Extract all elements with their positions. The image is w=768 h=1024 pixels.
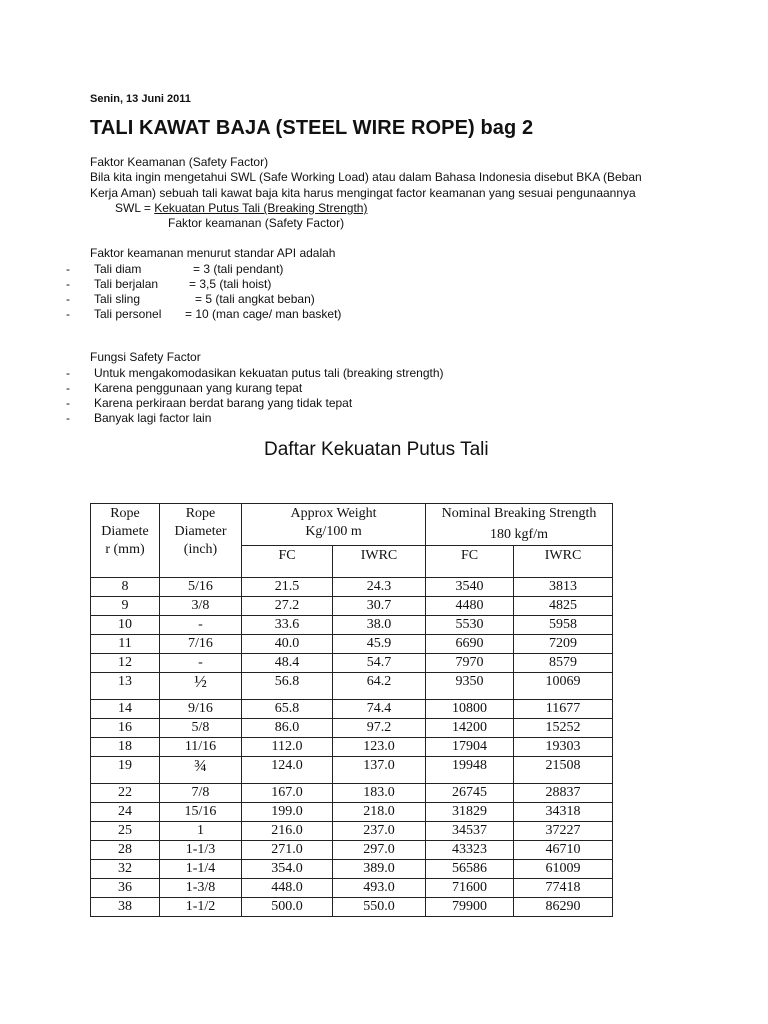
table-row	[91, 841, 613, 860]
cell-strength-iwrc: 8579	[514, 654, 613, 673]
cell-weight-fc: 124.0	[242, 757, 333, 784]
table-row	[91, 879, 613, 898]
cell-diameter-mm: 14	[91, 700, 160, 719]
cell-strength-fc: 71600	[426, 879, 514, 898]
table-row	[91, 784, 613, 803]
api-heading: Faktor keamanan menurut standar API adalah	[90, 246, 336, 260]
header-line: Diamete	[101, 524, 149, 539]
cell-weight-fc: 448.0	[242, 879, 333, 898]
cell-weight-iwrc: 218.0	[333, 803, 426, 822]
table-row	[91, 822, 613, 841]
api-item-name: Tali personel	[94, 307, 162, 321]
cell-diameter-inch: 3/8	[160, 597, 242, 616]
cell-diameter-mm: 28	[91, 841, 160, 860]
fungsi-item: Untuk mengakomodasikan kekuatan putus tali (breaking strength)	[94, 366, 444, 380]
cell-strength-iwrc: 3813	[514, 578, 613, 597]
list-dash: -	[66, 292, 70, 306]
cell-strength-iwrc: 10069	[514, 673, 613, 700]
cell-diameter-mm: 9	[91, 597, 160, 616]
header-line: Rope	[185, 506, 216, 521]
cell-strength-iwrc: 5958	[514, 616, 613, 635]
table-row	[91, 757, 613, 784]
intro-heading: Faktor Keamanan (Safety Factor)	[90, 155, 269, 169]
cell-strength-fc: 5530	[426, 616, 514, 635]
cell-strength-fc: 4480	[426, 597, 514, 616]
cell-weight-fc: 48.4	[242, 654, 333, 673]
cell-weight-iwrc: 24.3	[333, 578, 426, 597]
cell-weight-iwrc: 183.0	[333, 784, 426, 803]
swl-denominator: Faktor keamanan (Safety Factor)	[168, 216, 345, 230]
cell-weight-iwrc: 297.0	[333, 841, 426, 860]
intro-line-1: Bila kita ingin mengetahui SWL (Safe Working Load) atau dalam Bahasa Indonesia disebut BKA (Beban	[90, 170, 642, 184]
cell-weight-iwrc: 137.0	[333, 757, 426, 784]
header-iwrc-weight: IWRC	[333, 546, 426, 578]
cell-diameter-mm: 13	[91, 673, 160, 700]
cell-strength-iwrc: 37227	[514, 822, 613, 841]
api-item-name: Tali sling	[94, 292, 141, 306]
table-row	[91, 654, 613, 673]
cell-strength-iwrc: 61009	[514, 860, 613, 879]
cell-weight-fc: 65.8	[242, 700, 333, 719]
cell-diameter-mm: 22	[91, 784, 160, 803]
header-line: r (mm)	[105, 542, 145, 557]
cell-weight-iwrc: 74.4	[333, 700, 426, 719]
swl-formula	[115, 201, 367, 216]
fungsi-item: Banyak lagi factor lain	[94, 411, 212, 425]
fungsi-item: Karena perkiraan berdat barang yang tidak tepat	[94, 396, 353, 410]
cell-weight-iwrc: 38.0	[333, 616, 426, 635]
header-rope-diameter-inch	[160, 504, 242, 578]
cell-diameter-inch: ½	[160, 673, 242, 700]
cell-strength-iwrc: 7209	[514, 635, 613, 654]
cell-diameter-mm: 11	[91, 635, 160, 654]
list-dash: -	[66, 396, 70, 410]
header-rope-diameter-mm	[91, 504, 160, 578]
rope-strength-table	[90, 503, 613, 917]
page-title: TALI KAWAT BAJA (STEEL WIRE ROPE) bag 2	[90, 117, 534, 139]
cell-diameter-inch: 5/8	[160, 719, 242, 738]
cell-strength-iwrc: 77418	[514, 879, 613, 898]
table-row	[91, 860, 613, 879]
cell-strength-fc: 17904	[426, 738, 514, 757]
cell-diameter-inch: -	[160, 654, 242, 673]
cell-strength-fc: 7970	[426, 654, 514, 673]
cell-strength-iwrc: 19303	[514, 738, 613, 757]
cell-diameter-mm: 18	[91, 738, 160, 757]
cell-diameter-mm: 16	[91, 719, 160, 738]
cell-weight-fc: 216.0	[242, 822, 333, 841]
header-line: Diameter	[174, 524, 227, 539]
cell-weight-fc: 27.2	[242, 597, 333, 616]
cell-weight-iwrc: 389.0	[333, 860, 426, 879]
cell-strength-iwrc: 86290	[514, 898, 613, 917]
cell-weight-iwrc: 237.0	[333, 822, 426, 841]
cell-weight-fc: 112.0	[242, 738, 333, 757]
table-row	[91, 578, 613, 597]
cell-strength-fc: 31829	[426, 803, 514, 822]
cell-diameter-mm: 8	[91, 578, 160, 597]
cell-weight-iwrc: 45.9	[333, 635, 426, 654]
cell-strength-fc: 79900	[426, 898, 514, 917]
list-dash: -	[66, 307, 70, 321]
table-row	[91, 700, 613, 719]
date-line: Senin, 13 Juni 2011	[90, 93, 191, 105]
cell-strength-fc: 56586	[426, 860, 514, 879]
cell-weight-iwrc: 30.7	[333, 597, 426, 616]
header-fc-strength: FC	[426, 546, 514, 578]
cell-strength-fc: 19948	[426, 757, 514, 784]
header-line: Kg/100 m	[305, 524, 362, 539]
cell-diameter-inch: 1-1/2	[160, 898, 242, 917]
cell-diameter-inch: 11/16	[160, 738, 242, 757]
table-title: Daftar Kekuatan Putus Tali	[264, 439, 489, 460]
cell-weight-iwrc: 97.2	[333, 719, 426, 738]
cell-weight-fc: 199.0	[242, 803, 333, 822]
swl-lhs: SWL =	[115, 201, 155, 215]
cell-diameter-inch: 15/16	[160, 803, 242, 822]
header-approx-weight	[242, 504, 426, 546]
fungsi-item: Karena penggunaan yang kurang tepat	[94, 381, 303, 395]
cell-weight-iwrc: 493.0	[333, 879, 426, 898]
list-dash: -	[66, 381, 70, 395]
cell-weight-iwrc: 64.2	[333, 673, 426, 700]
cell-diameter-mm: 25	[91, 822, 160, 841]
table-row	[91, 597, 613, 616]
cell-diameter-mm: 12	[91, 654, 160, 673]
cell-diameter-mm: 24	[91, 803, 160, 822]
api-item-value: = 3 (tali pendant)	[193, 262, 284, 276]
api-item-name: Tali berjalan	[94, 277, 159, 291]
cell-diameter-inch: 1-3/8	[160, 879, 242, 898]
cell-weight-fc: 40.0	[242, 635, 333, 654]
header-fc-weight: FC	[242, 546, 333, 578]
cell-strength-iwrc: 28837	[514, 784, 613, 803]
api-item-name: Tali diam	[94, 262, 142, 276]
cell-diameter-mm: 32	[91, 860, 160, 879]
cell-weight-iwrc: 123.0	[333, 738, 426, 757]
table-row	[91, 673, 613, 700]
cell-diameter-inch: 7/16	[160, 635, 242, 654]
cell-weight-fc: 167.0	[242, 784, 333, 803]
cell-diameter-mm: 19	[91, 757, 160, 784]
cell-strength-iwrc: 11677	[514, 700, 613, 719]
header-line: (inch)	[183, 542, 218, 557]
table-row	[91, 803, 613, 822]
cell-weight-fc: 21.5	[242, 578, 333, 597]
cell-diameter-inch: 9/16	[160, 700, 242, 719]
cell-strength-fc: 3540	[426, 578, 514, 597]
table-row	[91, 898, 613, 917]
api-item-value: = 10 (man cage/ man basket)	[185, 307, 342, 321]
table-row	[91, 616, 613, 635]
cell-diameter-inch: ¾	[160, 757, 242, 784]
cell-weight-iwrc: 54.7	[333, 654, 426, 673]
cell-strength-fc: 14200	[426, 719, 514, 738]
fungsi-heading: Fungsi Safety Factor	[90, 350, 201, 364]
cell-strength-iwrc: 4825	[514, 597, 613, 616]
api-item-value: = 3,5 (tali hoist)	[189, 277, 272, 291]
cell-strength-fc: 26745	[426, 784, 514, 803]
header-iwrc-strength: IWRC	[514, 546, 613, 578]
cell-weight-iwrc: 550.0	[333, 898, 426, 917]
header-breaking-strength	[426, 504, 613, 546]
cell-diameter-inch: 7/8	[160, 784, 242, 803]
cell-weight-fc: 86.0	[242, 719, 333, 738]
table-row	[91, 635, 613, 654]
cell-strength-fc: 9350	[426, 673, 514, 700]
cell-diameter-inch: -	[160, 616, 242, 635]
swl-numerator: Kekuatan Putus Tali (Breaking Strength)	[154, 201, 368, 215]
cell-weight-fc: 271.0	[242, 841, 333, 860]
header-line: Rope	[110, 506, 140, 521]
cell-strength-iwrc: 46710	[514, 841, 613, 860]
cell-strength-iwrc: 34318	[514, 803, 613, 822]
cell-diameter-inch: 1	[160, 822, 242, 841]
cell-strength-fc: 10800	[426, 700, 514, 719]
cell-strength-iwrc: 21508	[514, 757, 613, 784]
header-line: 180 kgf/m	[490, 527, 548, 542]
api-item-value: = 5 (tali angkat beban)	[195, 292, 315, 306]
list-dash: -	[66, 262, 70, 276]
cell-weight-fc: 354.0	[242, 860, 333, 879]
header-line: Nominal Breaking Strength	[441, 506, 597, 521]
intro-line-2: Kerja Aman) sebuah tali kawat baja kita harus mengingat factor keamanan yang sesuai pengunaannya	[90, 186, 636, 200]
cell-strength-iwrc: 15252	[514, 719, 613, 738]
cell-weight-fc: 500.0	[242, 898, 333, 917]
list-dash: -	[66, 366, 70, 380]
cell-diameter-inch: 5/16	[160, 578, 242, 597]
cell-strength-fc: 6690	[426, 635, 514, 654]
cell-diameter-mm: 36	[91, 879, 160, 898]
cell-diameter-inch: 1-1/3	[160, 841, 242, 860]
list-dash: -	[66, 411, 70, 425]
cell-strength-fc: 43323	[426, 841, 514, 860]
table-row	[91, 738, 613, 757]
header-line: Approx Weight	[290, 506, 377, 521]
cell-diameter-mm: 38	[91, 898, 160, 917]
cell-weight-fc: 33.6	[242, 616, 333, 635]
list-dash: -	[66, 277, 70, 291]
table-row	[91, 719, 613, 738]
table-body	[91, 578, 613, 917]
cell-diameter-inch: 1-1/4	[160, 860, 242, 879]
cell-weight-fc: 56.8	[242, 673, 333, 700]
cell-strength-fc: 34537	[426, 822, 514, 841]
cell-diameter-mm: 10	[91, 616, 160, 635]
